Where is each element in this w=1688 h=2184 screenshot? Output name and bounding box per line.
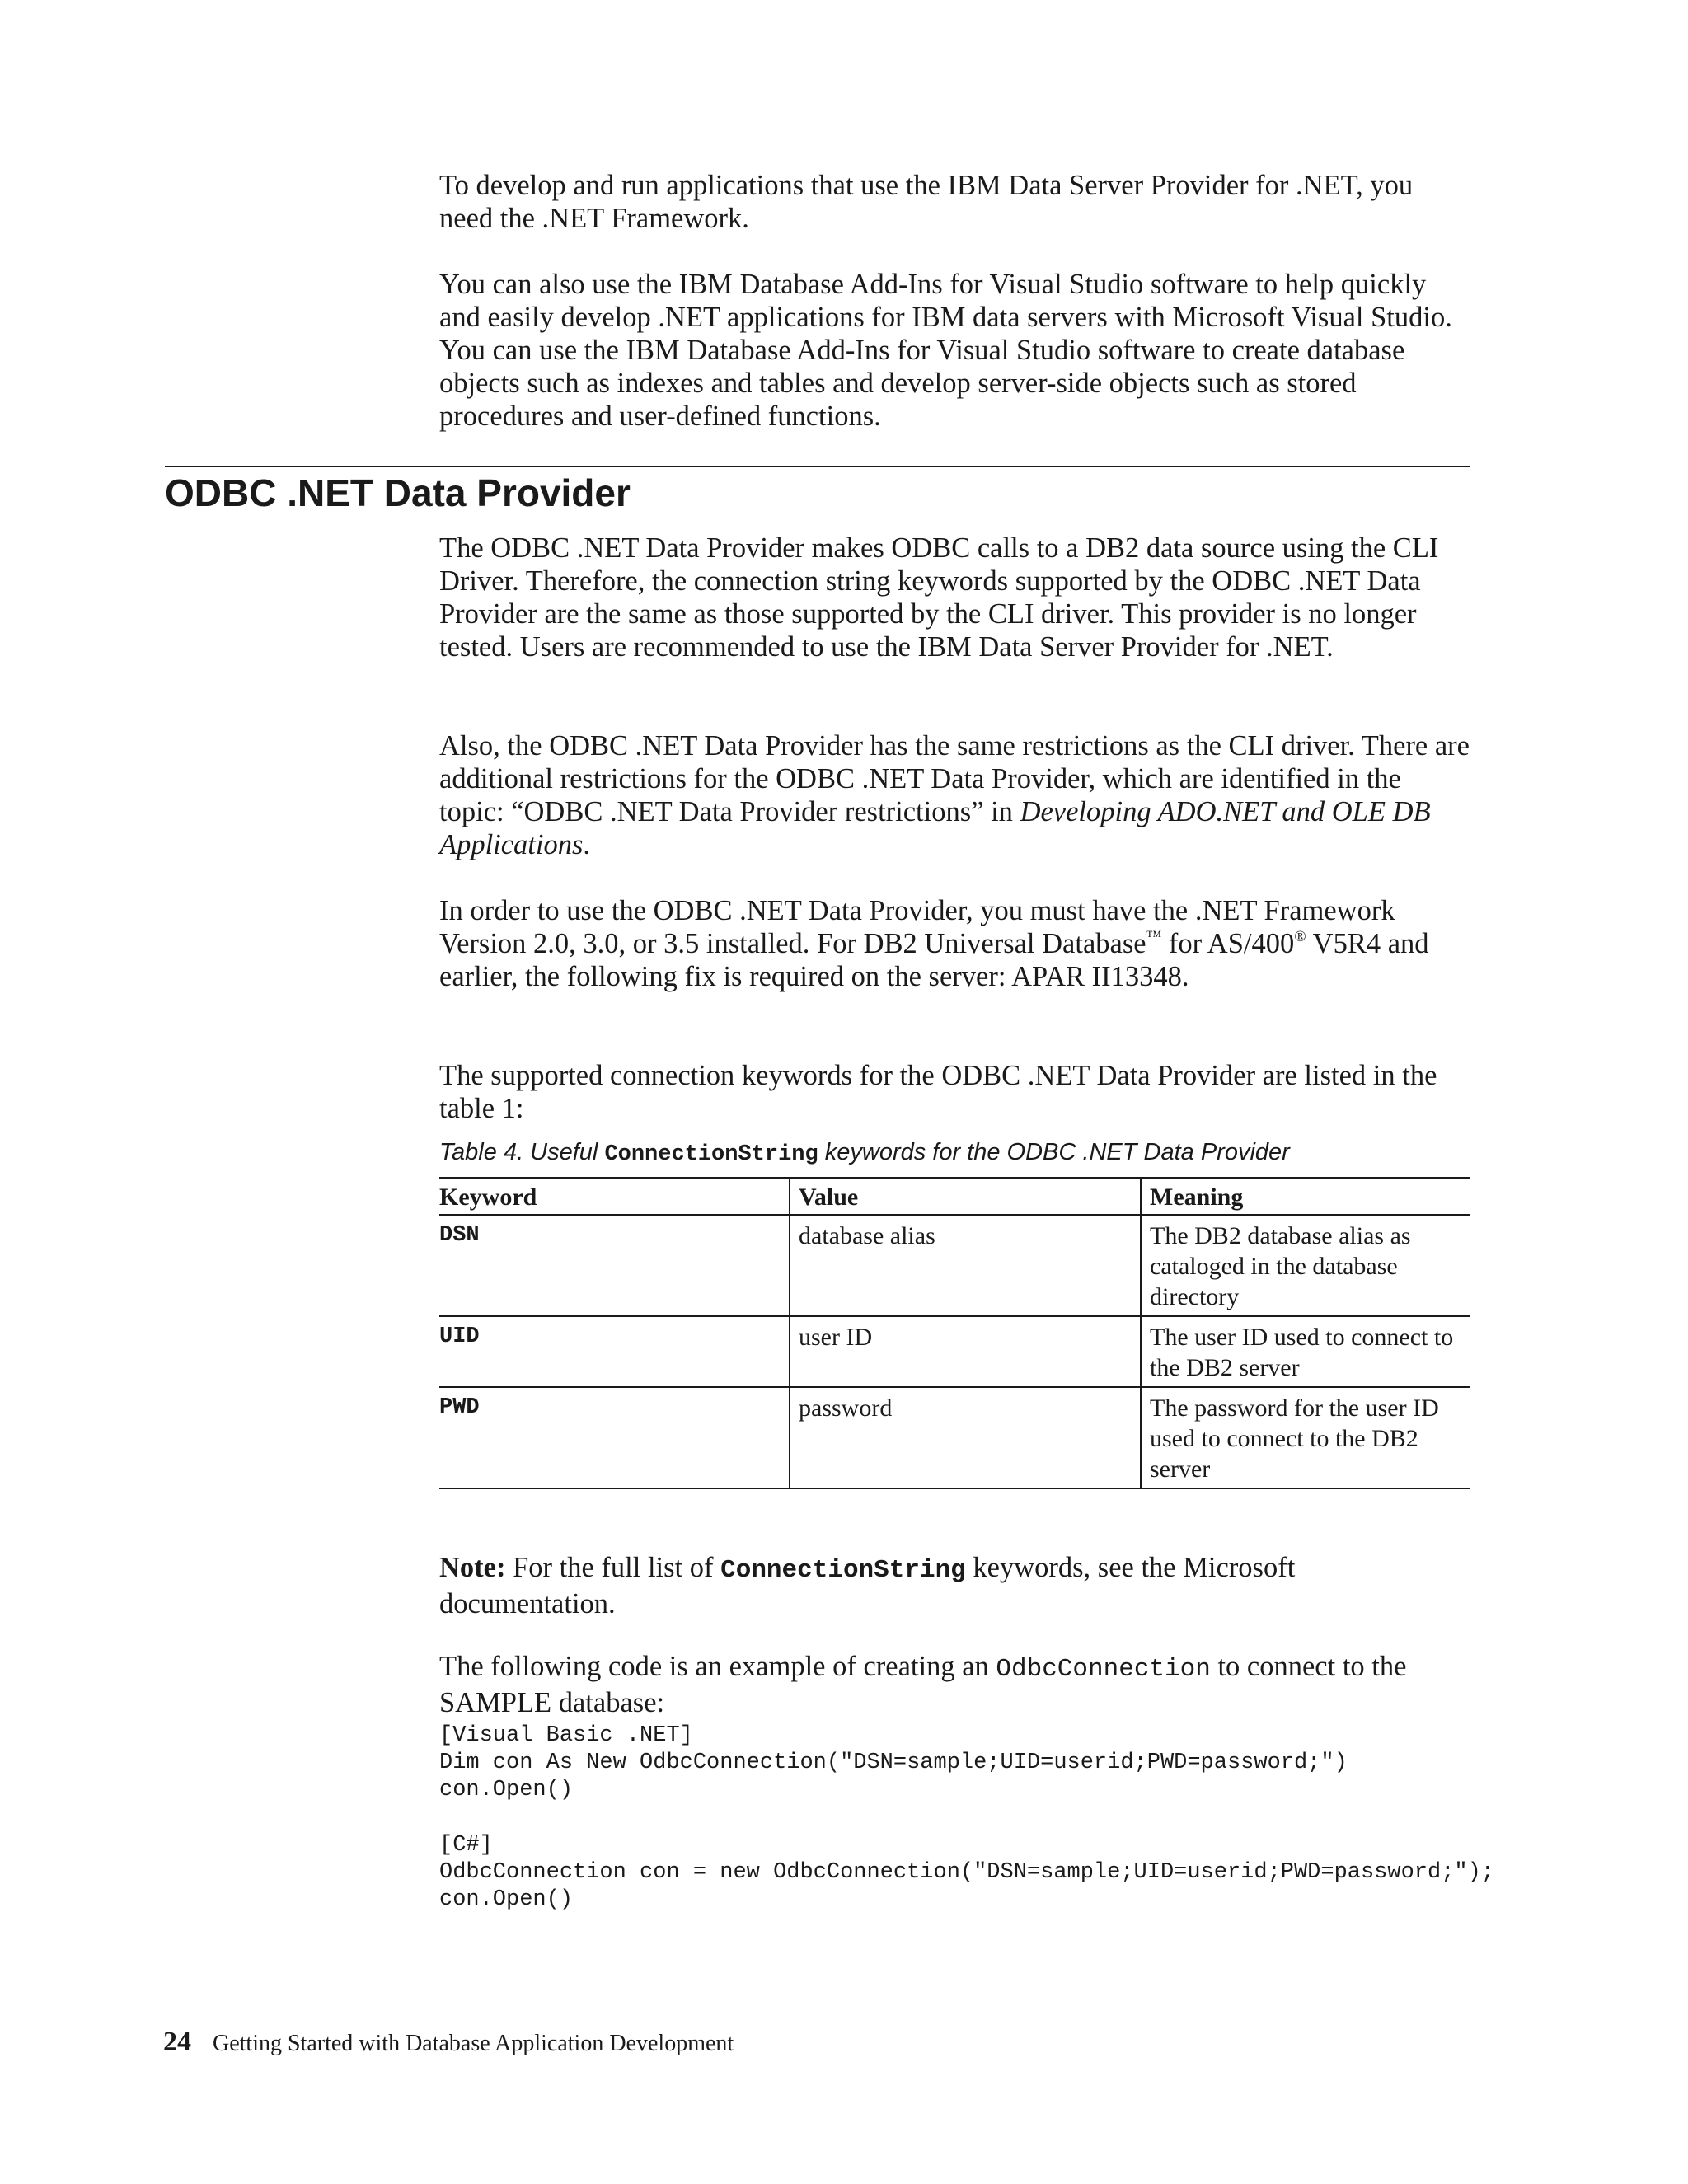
table-row [439,1215,1470,1316]
paragraph-2-end: . [583,829,591,860]
paragraph-3-part-b: for AS/400 [1161,928,1295,959]
section-paragraph-4: The supported connection keywords for the ODBC .NET Data Provider are listed in the table 1: [439,1060,1437,1124]
note-keyword: ConnectionString [720,1556,966,1585]
note-label: Note: [439,1552,506,1583]
keywords-table [439,1177,1470,1489]
intro-paragraph-2: You can also use the IBM Database Add-Ins for Visual Studio software to help quickly and easily develop .NET applications for IBM data servers with Microsoft Visual Studio. You can use the IBM Database Add-Ins for Visual Studio software to create database objects such as indexes and tables and develop server-side objects such as stored procedures and user-defined functions. [439,269,1452,432]
header-keyword: Keyword [439,1178,790,1215]
note-text-a: For the full list of [505,1552,721,1583]
caption-part-b: keywords for the ODBC .NET Data Provider [818,1139,1290,1165]
section-paragraph-1: The ODBC .NET Data Provider makes ODBC calls to a DB2 data source using the CLI Driver. Therefore, the connection string keywords supported by the ODBC .NET Data Provider are the same as those supported by the CLI driver. This provider is no longer tested. Users are recommended to use the IBM Data Server Provider for .NET. [439,532,1439,663]
paragraph-3-part-a: In order to use the ODBC .NET Data Provider, you must have the .NET Framework Version 2.0, 3.0, or 3.5 installed. For DB2 Universal Database [439,895,1395,959]
table-caption [439,1137,1290,1169]
code-block-vb: [Visual Basic .NET] Dim con As New OdbcConnection("DSN=sample;UID=userid;PWD=password;") con.Open() [439,1723,1348,1802]
page-footer [163,2027,734,2059]
table-row [439,1316,1470,1387]
table-row [439,1387,1470,1488]
example-class-name: OdbcConnection [996,1655,1211,1684]
keyword-cell: UID [439,1316,790,1387]
header-value: Value [790,1178,1141,1215]
page-number: 24 [163,2027,191,2057]
keyword-cell: PWD [439,1387,790,1488]
book-title-footer: Getting Started with Database Application Development [213,2031,734,2056]
registered-mark: ® [1294,928,1306,945]
value-cell: user ID [790,1316,1141,1387]
trademark-mark: ™ [1146,928,1162,945]
note-paragraph [439,1551,1470,1620]
value-cell: password [790,1387,1141,1488]
section-divider [165,466,1470,467]
example-text-a: The following code is an example of creating an [439,1651,996,1682]
meaning-cell: The DB2 database alias as cataloged in the database directory [1141,1215,1470,1316]
paragraph-2-text: Also, the ODBC .NET Data Provider has the same restrictions as the CLI driver. There are additional restrictions for the ODBC .NET Data Provider, which are identified in the topic: “ODBC .NET Data Provider restrictions” in [439,730,1470,827]
example-text-b: to connect to the SAMPLE database: [439,1651,1407,1718]
paragraph-3-part-c: V5R4 and earlier, the following fix is required on the server: APAR II13348. [439,928,1429,992]
section-heading: ODBC .NET Data Provider [165,471,631,514]
table-header-row [439,1178,1470,1215]
header-meaning: Meaning [1141,1178,1470,1215]
section-paragraph-2 [439,729,1470,861]
note-text-b: keywords, see the Microsoft documentation. [439,1552,1296,1619]
caption-part-a: Table 4. Useful [439,1139,605,1165]
intro-paragraph-1: To develop and run applications that use the IBM Data Server Provider for .NET, you need the .NET Framework. [439,170,1414,234]
code-block-csharp: [C#] OdbcConnection con = new OdbcConnection("DSN=sample;UID=userid;PWD=password;"); con.Open() [439,1833,1495,1912]
keyword-cell: DSN [439,1215,790,1316]
book-title: Developing ADO.NET and OLE DB Applications [439,796,1431,860]
value-cell: database alias [790,1215,1141,1316]
meaning-cell: The user ID used to connect to the DB2 server [1141,1316,1470,1387]
section-paragraph-3 [439,894,1470,993]
example-paragraph [439,1650,1470,1719]
meaning-cell: The password for the user ID used to connect to the DB2 server [1141,1387,1470,1488]
caption-keyword: ConnectionString [604,1142,818,1167]
